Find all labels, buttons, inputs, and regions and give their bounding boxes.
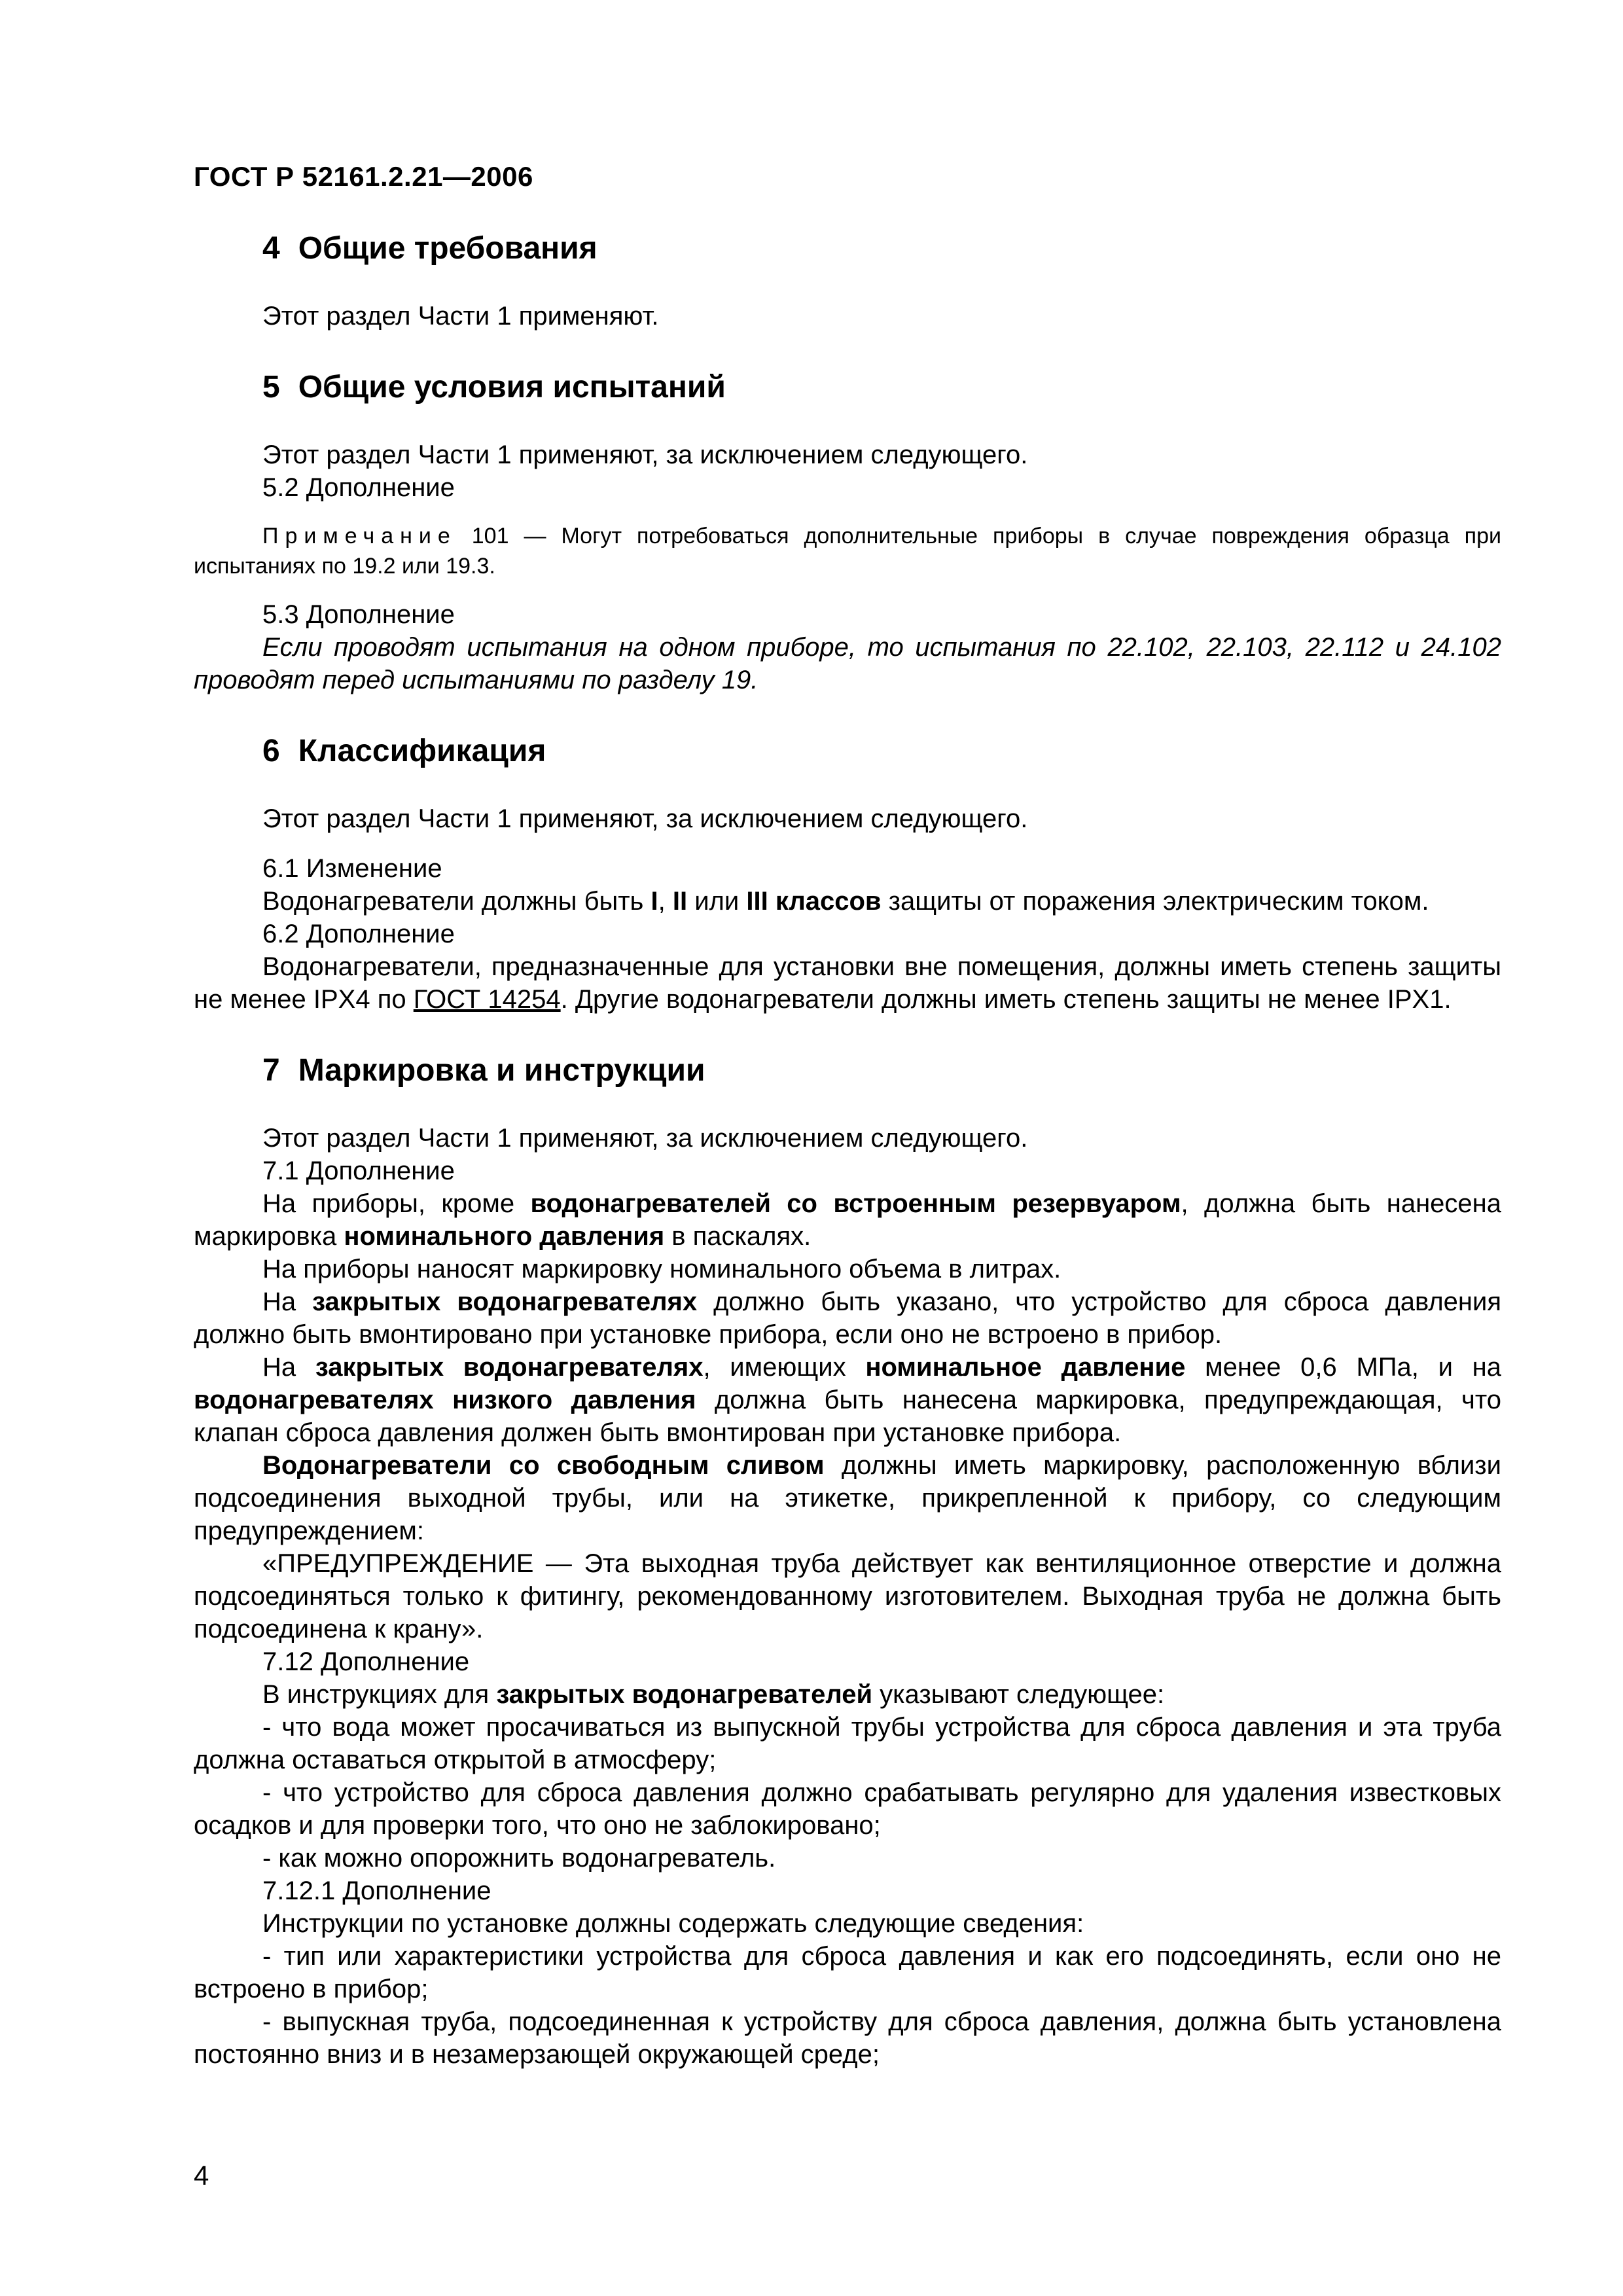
text-run: . Другие водонагреватели должны иметь степень защиты не менее IPX1. [560,985,1452,1014]
text-run: менее 0,6 МПа, и на [1185,1353,1502,1382]
subsection-label: 6.1 Изменение [262,854,442,883]
section-number: 4 [262,231,280,266]
list-item: - тип или характеристики устройства для сброса давления и как его подсоединять, если оно не встроено в прибор; [194,1942,1501,2003]
section-number: 5 [262,370,280,404]
text-run: В инструкциях для [262,1680,497,1709]
section-title: Классификация [298,734,546,768]
paragraph [194,1351,1501,1449]
text-run-bold: закрытых водонагревателях [312,1287,698,1316]
paragraph [194,1285,1501,1351]
warning-paragraph: «ПРЕДУПРЕЖДЕНИЕ — Эта выходная труба действует как вентиляционное отверстие и должна подсоединяться только к фитингу, рекомендованному изготовителем. Выходная труба не должна быть подсоединена к крану». [194,1549,1501,1643]
list-item: - выпускная труба, подсоединенная к устройству для сброса давления, должна быть установлена постоянно вниз и в незамерзающей окружающей среде; [194,2007,1501,2069]
text-run: должны иметь маркировку, расположенную вблизи подсоединения выходной трубы, или на этикетке, прикрепленной к прибору, со следующим предупреждением: [194,1451,1501,1545]
text-run: должно быть указано, что устройство для сброса давления должно быть вмонтировано при установке прибора, если оно не встроено в прибор. [194,1287,1501,1349]
text-run: указывают следующее: [872,1680,1165,1709]
subsection-label: 5.2 Дополнение [262,473,455,502]
text-run: Водонагреватели должны быть [262,887,651,916]
page-number: 4 [194,2160,209,2191]
text-run-bold: водонагревателях низкого давления [194,1386,696,1414]
text-run: или [687,887,747,916]
text-run: На [262,1353,315,1382]
note-label: Примечание [262,524,457,548]
paragraph: Этот раздел Части 1 применяют, за исключением следующего. [262,440,1028,469]
text-run-bold: номинальное давление [865,1353,1186,1382]
text-run-bold: закрытых водонагревателях [315,1353,704,1382]
paragraph [194,1187,1501,1253]
subsection-label: 7.12.1 Дополнение [262,1876,491,1905]
paragraph: Этот раздел Части 1 применяют, за исключением следующего. [262,804,1028,833]
list-item: - что вода может просачиваться из выпускной трубы устройства для сброса давления и эта труба должна оставаться открытой в атмосферу; [194,1713,1501,1774]
text-run-bold: I [651,887,658,916]
text-run: На [262,1287,313,1316]
subsection-label: 7.1 Дополнение [262,1157,455,1185]
document-body [194,229,1501,2071]
section-4-heading [194,229,1501,268]
text-run: , [658,887,673,916]
paragraph: На приборы наносят маркировку номинального объема в литрах. [262,1255,1061,1283]
list-item: - как можно опорожнить водонагреватель. [262,1844,776,1873]
paragraph: Если проводят испытания на одном приборе, то испытания по 22.102, 22.103, 22.112 и 24.102 проводят перед испытаниями по разделу 19. [194,633,1501,694]
section-number: 7 [262,1053,280,1088]
section-5-heading [194,368,1501,407]
section-6-heading [194,732,1501,771]
paragraph: Этот раздел Части 1 применяют, за исключением следующего. [262,1124,1028,1153]
text-run: в паскалях. [664,1222,812,1251]
section-title: Общие условия испытаний [298,370,726,404]
text-run: , имеющих [703,1353,866,1382]
section-number: 6 [262,734,280,768]
note-text: 101 — Могут потребоваться дополнительные приборы в случае повреждения образца при испытаниях по 19.2 или 19.3. [194,524,1501,579]
list-item: - что устройство для сброса давления должно срабатывать регулярно для удаления известковых осадков и для проверки того, что оно не заблокировано; [194,1778,1501,1840]
text-run-bold: III классов [746,887,882,916]
subsection-label: 5.3 Дополнение [262,600,455,629]
text-run: защиты от поражения электрическим током. [881,887,1429,916]
text-run-bold: закрытых водонагревателей [496,1680,873,1709]
text-run-bold: номинального давления [344,1222,665,1251]
paragraph: Этот раздел Части 1 применяют. [262,302,659,331]
text-run: должна быть нанесена маркировка, предупреждающая, что клапан сброса давления должен быть вмонтирован при установке прибора. [194,1386,1501,1447]
section-title: Общие требования [298,231,597,266]
text-run-bold: II [672,887,688,916]
paragraph [194,1678,1501,1711]
section-title: Маркировка и инструкции [298,1053,705,1088]
text-run: На приборы, кроме [262,1189,531,1218]
subsection-label: 6.2 Дополнение [262,920,455,948]
text-run-bold: водонагревателей со встроенным резервуаром [530,1189,1181,1218]
paragraph [194,950,1501,1016]
paragraph: Инструкции по установке должны содержать следующие сведения: [262,1909,1084,1938]
document-header: ГОСТ Р 52161.2.21—2006 [194,161,533,192]
paragraph [194,1449,1501,1547]
subsection-label: 7.12 Дополнение [262,1647,470,1676]
section-7-heading [194,1051,1501,1090]
text-run-bold: Водонагреватели со свободным сливом [262,1451,825,1480]
gost-14254-link[interactable]: ГОСТ 14254 [413,985,561,1014]
text-run: , должна быть нанесена маркировка [194,1189,1501,1251]
note [194,521,1501,581]
paragraph [194,885,1501,918]
text-run: Водонагреватели, предназначенные для установки вне помещения, должны иметь степень защиты не менее IPX4 по [194,952,1501,1014]
